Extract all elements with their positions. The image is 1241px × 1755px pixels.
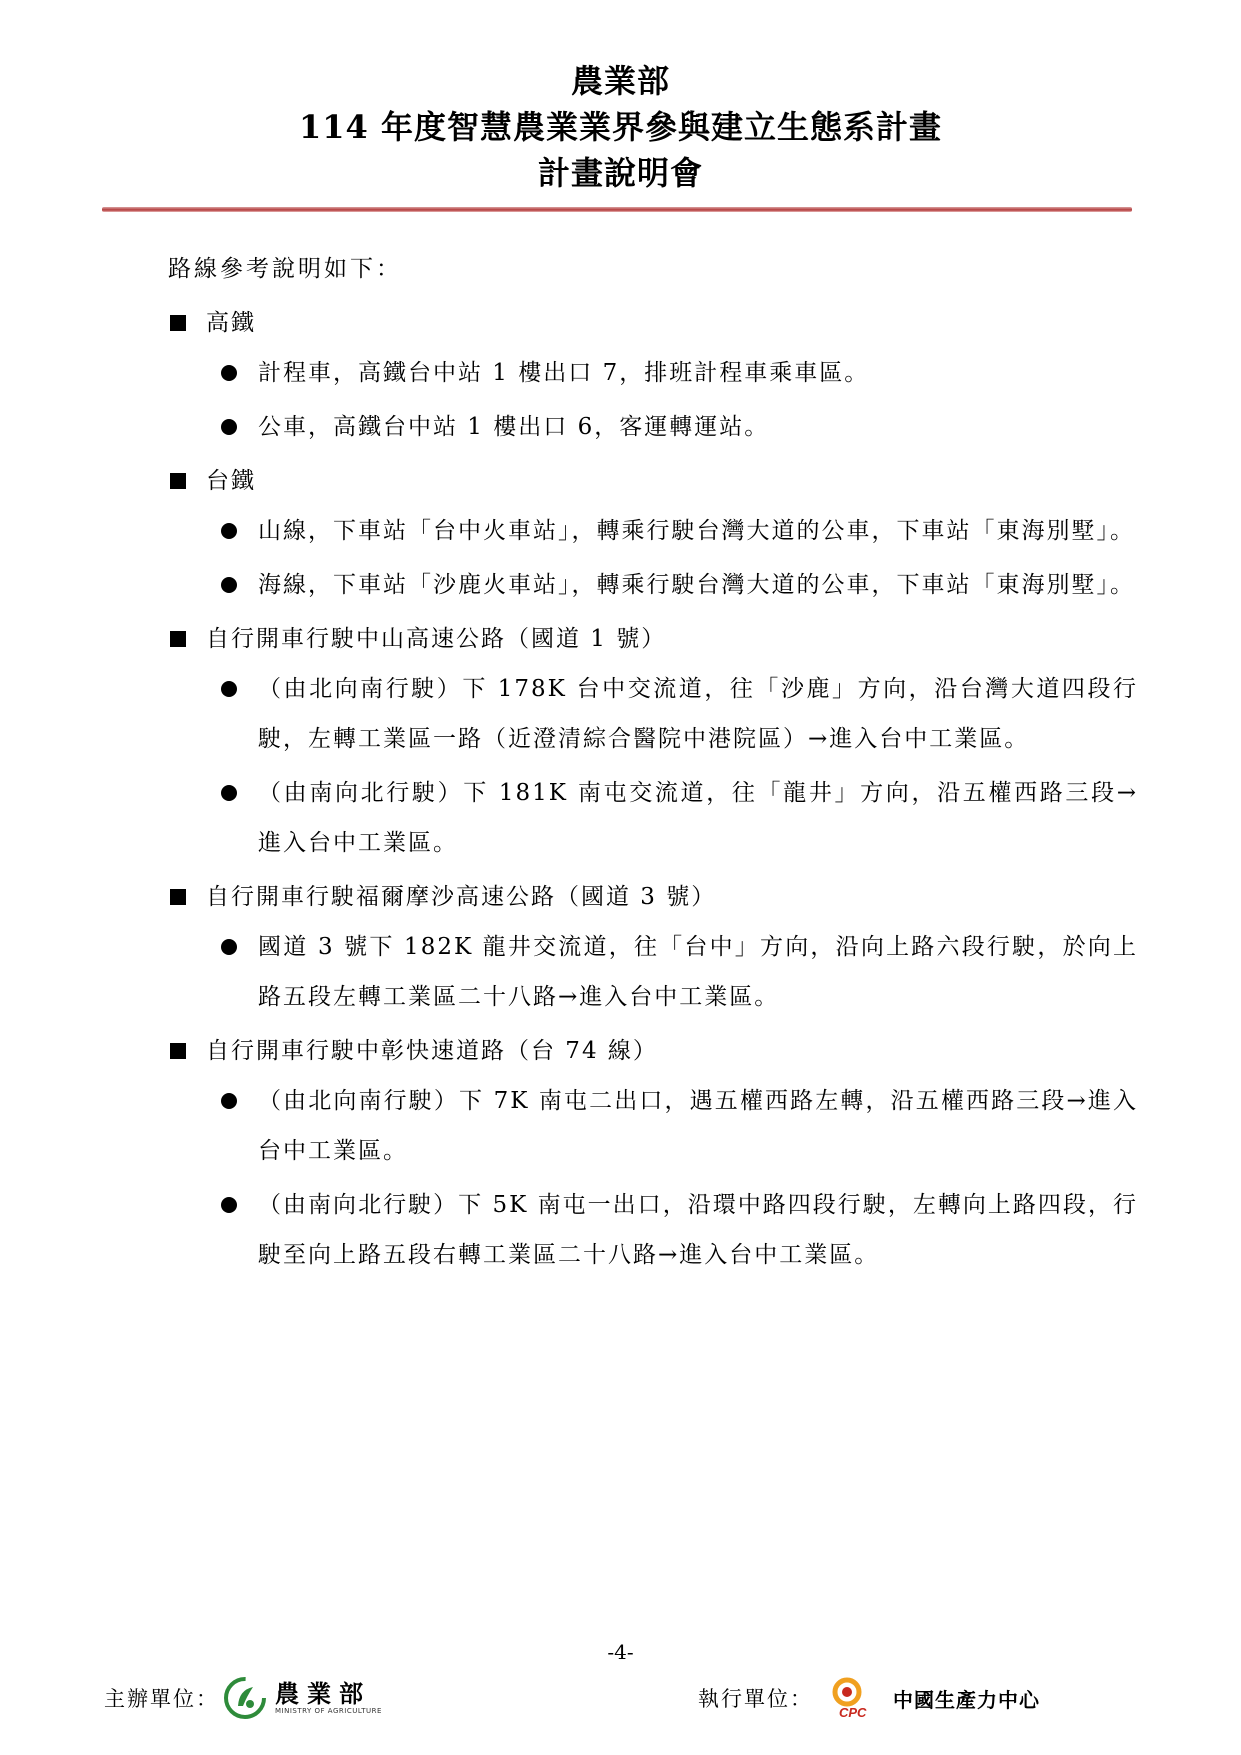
route-list xyxy=(168,298,1138,1284)
list-item-text: （由南向北行駛）下 181K 南屯交流道，往「龍井」方向，沿五權西路三段→進入台中工業區。 xyxy=(258,780,1138,856)
header-subtitle: 計畫說明會 xyxy=(537,154,703,192)
section-heading xyxy=(168,1026,1138,1076)
organizer-block xyxy=(104,1676,382,1720)
executor-label: 執行單位： xyxy=(698,1687,813,1711)
round-bullet-icon xyxy=(221,939,237,955)
round-bullet-icon xyxy=(221,785,237,801)
square-bullet-icon xyxy=(170,315,186,331)
section-title: 高鐵 xyxy=(206,310,256,336)
document-header xyxy=(0,58,1241,196)
list-item xyxy=(220,560,1138,610)
executor-block xyxy=(698,1676,1040,1720)
round-bullet-icon xyxy=(221,365,237,381)
list-item-text: 公車，高鐵台中站 1 樓出口 6，客運轉運站。 xyxy=(258,414,770,440)
list-item xyxy=(220,1076,1138,1176)
round-bullet-icon xyxy=(221,419,237,435)
square-bullet-icon xyxy=(170,889,186,905)
cpc-logo-icon xyxy=(825,1676,887,1720)
header-title: 114 年度智慧農業業界參與建立生態系計畫 xyxy=(299,108,942,146)
list-item xyxy=(220,1180,1138,1280)
organizer-label: 主辦單位： xyxy=(104,1687,219,1711)
cpc-logo-text: CPC xyxy=(839,1705,867,1720)
list-item xyxy=(220,922,1138,1022)
section-heading xyxy=(168,872,1138,922)
square-bullet-icon xyxy=(170,631,186,647)
list-item-text: 國道 3 號下 182K 龍井交流道，往「台中」方向，沿向上路六段行駛，於向上路五段左轉工業區二十八路→進入台中工業區。 xyxy=(258,934,1138,1010)
round-bullet-icon xyxy=(221,1197,237,1213)
round-bullet-icon xyxy=(221,577,237,593)
section-title: 自行開車行駛中山高速公路（國道 1 號） xyxy=(206,626,667,652)
executor-name: 中國生產力中心 xyxy=(893,1687,1040,1712)
square-bullet-icon xyxy=(170,473,186,489)
intro-text: 路線參考說明如下： xyxy=(168,256,402,282)
section-heading xyxy=(168,614,1138,664)
list-item xyxy=(220,768,1138,868)
section-title: 台鐵 xyxy=(206,468,256,494)
section-heading xyxy=(168,456,1138,506)
moa-logo-icon xyxy=(223,1676,267,1720)
square-bullet-icon xyxy=(170,1043,186,1059)
moa-logo-text: 農業部 xyxy=(275,1679,371,1708)
list-item xyxy=(220,348,1138,398)
page-number: -4- xyxy=(607,1640,634,1664)
round-bullet-icon xyxy=(221,523,237,539)
list-item xyxy=(220,402,1138,452)
round-bullet-icon xyxy=(221,1093,237,1109)
moa-logo-subtext: MINISTRY OF AGRICULTURE xyxy=(275,1707,382,1715)
list-item-text: 計程車，高鐵台中站 1 樓出口 7，排班計程車乘車區。 xyxy=(258,360,870,386)
list-item-text: （由南向北行駛）下 5K 南屯一出口，沿環中路四段行駛，左轉向上路四段，行駛至向上路五段右轉工業區二十八路→進入台中工業區。 xyxy=(258,1192,1138,1268)
section-heading xyxy=(168,298,1138,348)
section-title: 自行開車行駛福爾摩沙高速公路（國道 3 號） xyxy=(206,884,717,910)
header-org: 農業部 xyxy=(570,62,670,100)
list-item-text: （由北向南行駛）下 7K 南屯二出口，遇五權西路左轉，沿五權西路三段→進入台中工業區。 xyxy=(258,1088,1138,1164)
list-item-text: （由北向南行駛）下 178K 台中交流道，往「沙鹿」方向，沿台灣大道四段行駛，左轉工業區一路（近澄清綜合醫院中港院區）→進入台中工業區。 xyxy=(258,676,1138,752)
round-bullet-icon xyxy=(221,681,237,697)
header-divider xyxy=(102,207,1132,212)
list-item xyxy=(220,506,1138,556)
list-item xyxy=(220,664,1138,764)
moa-logo xyxy=(275,1681,382,1715)
list-item-text: 海線，下車站「沙鹿火車站」，轉乘行駛台灣大道的公車，下車站「東海別墅」。 xyxy=(258,572,1135,598)
section-title: 自行開車行駛中彰快速道路（台 74 線） xyxy=(206,1038,658,1064)
list-item-text: 山線，下車站「台中火車站」，轉乘行駛台灣大道的公車，下車站「東海別墅」。 xyxy=(258,518,1135,544)
page-footer xyxy=(0,1672,1241,1722)
